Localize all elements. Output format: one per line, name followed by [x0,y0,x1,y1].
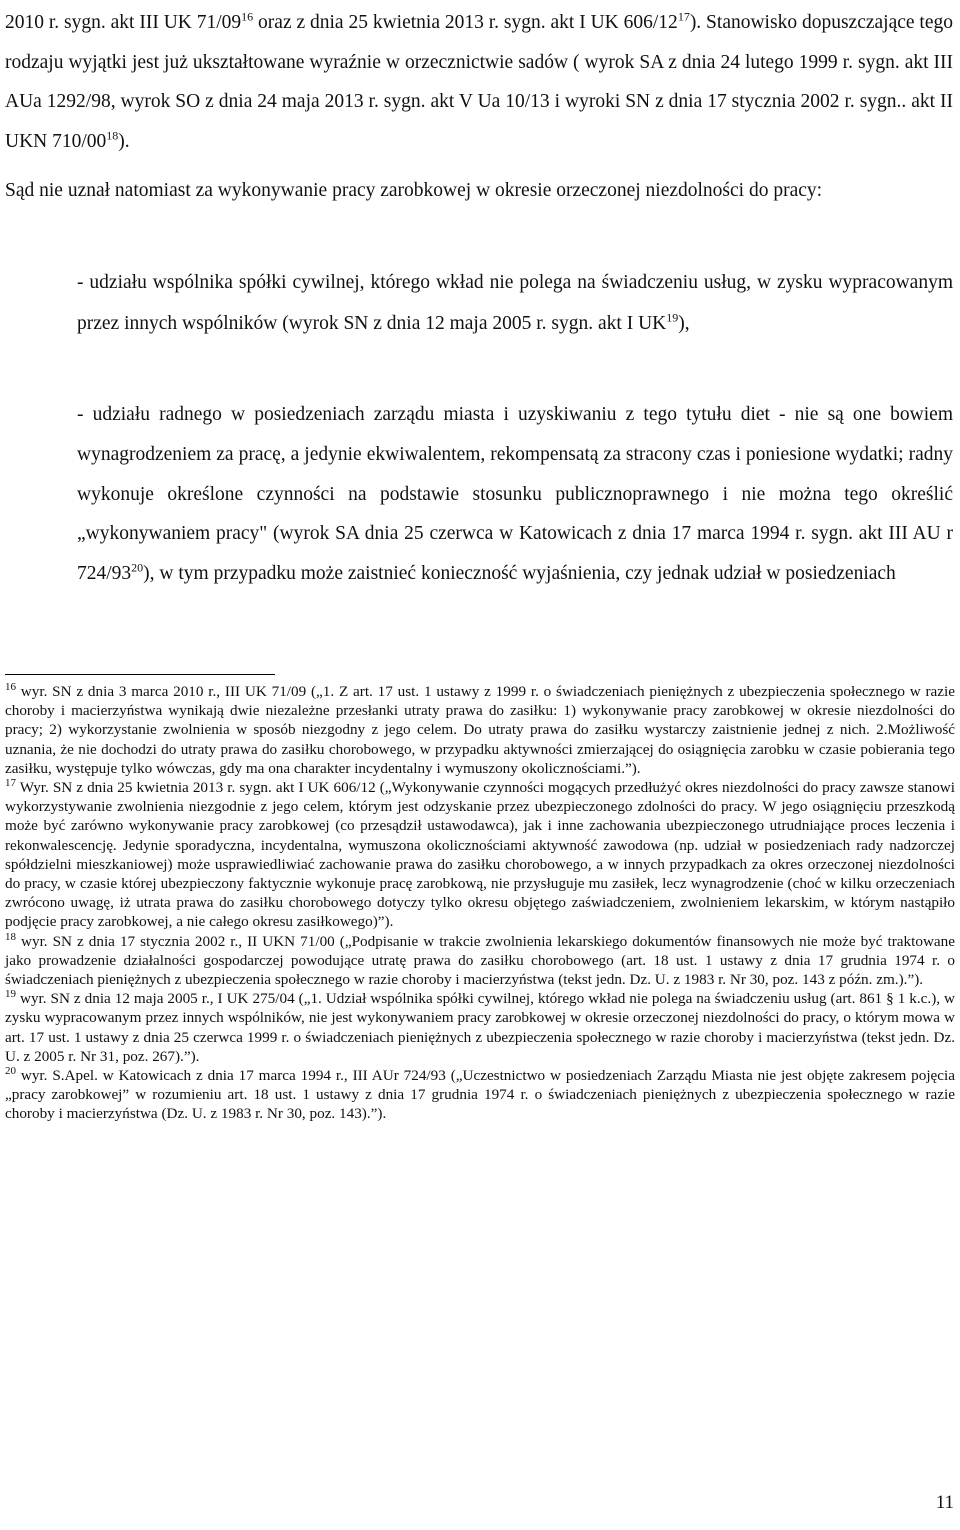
footnote-ref-16[interactable]: 16 [241,9,254,24]
footnote-number: 16 [5,680,16,693]
text-run: ), [678,313,690,334]
footnote-separator [5,674,275,675]
footnote-text: wyr. SN z dnia 12 maja 2005 r., I UK 275/04 („1. Udział wspólnika spółki cywilnej, którego wkład nie polega na świadczeniu usług (art. 861 § 1 k.c.), w zysku wypracowanym przez innych wspólników, nie jest wykonywaniem pracy zarobkowej w okresie orzeczonej niezdolności do pracy, o którym mowa w art. 17 ust. 1 ustawy z dnia 25 czerwca 1999 r. o świadczeniach pieniężnych z ubezpieczenia społecznego w razie choroby i macierzyństwa (tekst jedn. Dz. U. z 2005 r. Nr 31, poz. 267).”). [5,990,955,1065]
text-run: ), w tym przypadku może zaistnieć konieczność wyjaśnienia, czy jednak udział w posiedzeniach [143,563,896,585]
footnote-19 [5,989,955,1066]
footnote-ref-17[interactable]: 17 [677,9,690,24]
footnote-text: wyr. S.Apel. w Katowicach z dnia 17 marca 1994 r., III AUr 724/93 („Uczestnictwo w posiedzeniach Zarządu Miasta nie jest objęte zakresem pojęcia „pracy zarobkowej” w rozumieniu art. 18 ust. 1 ustawy z dnia 17 grudnia 1974 r. o świadczeniach pieniężnych z ubezpieczenia społecznego w razie choroby i macierzyństwa (Dz. U. z 1983 r. Nr 30, poz. 143).”). [5,1067,955,1123]
text-run: ). Stanowisko dopuszczające tego rodzaju wyjątki jest już ukształtowane wyraźnie w orzecznictwie sadów ( wyrok SA z dnia 24 lutego 1999 r. sygn. akt III AUa 1292/98, wyrok SO z dnia 24 maja 2013 r. sygn. akt V Ua 10/13 i wyroki SN z dnia 17 stycznia 2002 r. sygn.. akt II UKN 710/00 [5,12,953,152]
text-run: - udziału wspólnika spółki cywilnej, którego wkład nie polega na świadczeniu usług, w zysku wypracowanym przez innych wspólników (wyrok SN z dnia 12 maja 2005 r. sygn. akt I UK [77,272,953,334]
text-run: 2010 r. sygn. akt III UK 71/09 [5,12,242,33]
footnote-ref-20[interactable]: 20 [131,560,144,575]
footnote-ref-19[interactable]: 19 [666,310,679,325]
footnote-text: wyr. SN z dnia 3 marca 2010 r., III UK 71/09 („1. Z art. 17 ust. 1 ustawy z 1999 r. o świadczeniach pieniężnych z ubezpieczenia społecznego w razie choroby i macierzyństwa wynikają dwie niezależne przesłanki utraty prawa do zasiłku: 1) wykonywanie pracy zarobkowej w okresie niezdolności do pracy; 2) wykorzystanie zwolnienia w sposób niezgodny z jego celem. Do utraty prawa do zasiłku wystarczy zaistnienie jednej z nich. 2.Możliwość uznania, że nie dochodzi do utraty prawa do zasiłku chorobowego, w przypadku aktywności zmierzającej do osiągnięcia zarobku w czasie pobierania tego zasiłku, występuje tylko wówczas, gdy ma ona charakter incydentalny i wymuszony okolicznościami.”). [5,683,955,777]
footnote-ref-18[interactable]: 18 [106,128,119,142]
paragraph-continuation [5,3,953,161]
footnote-text: Wyr. SN z dnia 25 kwietnia 2013 r. sygn. akt I UK 606/12 („Wykonywanie czynności mogących przedłużyć okres niezdolności do pracy zawsze stanowi wykorzystywanie zwolnienia niezgodnie z jego celem, którym jest odzyskanie przez ubezpieczonego zdolności do pracy. W jego osiągnięciu przeszkodą może być zarówno wykonywanie pracy zarobkowej (co przesądził ustawodawca), jak i inne zachowania ubezpieczonego utrudniające proces leczenia i rekonwalescencję. Jedynie sporadyczna, incydentalna, wymuszona okolicznościami aktywność zawodowa (np. udział w posiedzeniach rady nadzorczej spółdzielni mieszkaniowej) może usprawiedliwiać zachowanie prawa do zasiłku chorobowego, a w innych przypadkach za okres orzeczonej niezdolności do pracy, w czasie której ubezpieczony faktycznie wykonuje pracę zarobkową, nie przysługuje mu zasiłek, lecz wynagrodzenie (choć w kilku orzeczeniach zwrócono uwagę, iż utrata prawa do zasiłku chorobowego dotyczy tylko okresu objętego zaświadczeniem, zwolnieniem lekarskim, w którym nastąpiło podjęcie pracy zarobkowej, a nie całego okresu zasiłkowego)”). [5,779,955,931]
footnotes [5,682,955,1124]
footnote-number: 20 [5,1065,16,1077]
footnote-20 [5,1066,955,1124]
footnote-17 [5,778,955,932]
footnote-number: 17 [5,776,16,789]
footnote-number: 18 [5,930,16,943]
list-item-partner [77,262,953,344]
footnote-text: wyr. SN z dnia 17 stycznia 2002 r., II UKN 71/00 („Podpisanie w trakcie zwolnienia lekarskiego dokumentów finansowych nie może być traktowane jako prowadzenie działalności gospodarczej powodujące utratę prawa do zasiłku chorobowego (art. 18 ust. 1 ustawy z dnia 17 grudnia 1974 r. o świadczeniach pieniężnych z ubezpieczenia społecznego w razie choroby i macierzyństwa (tekst jedn. Dz. U. z 1983 r. Nr 30, poz. 143 z późn. zm.).”). [5,932,955,989]
text-run: - udziału radnego w posiedzeniach zarządu miasta i uzyskiwaniu z tego tytułu diet - nie są one bowiem wynagrodzeniem za pracę, a jedynie ekwiwalentem, rekompensatą za stracony czas i poniesione wydatki; radny wykonuje określone czynności na podstawie stosunku publicznoprawnego i nie można tego określić „wykonywaniem pracy" (wyrok SA dnia 25 czerwca w Katowicach z dnia 17 marca 1994 r. sygn. akt III AU r 724/93 [77,404,953,585]
text-run: ). [118,130,130,152]
page-number: 11 [935,1492,954,1513]
footnote-16 [5,682,955,778]
text-run: oraz z dnia 25 kwietnia 2013 r. sygn. akt I UK 606/12 [253,12,678,33]
footnote-number: 19 [5,988,16,1001]
footnote-18 [5,932,955,990]
list-item-councillor [77,395,953,594]
paragraph-intro [5,170,953,211]
paragraph-text: Sąd nie uznał natomiast za wykonywanie pracy zarobkowej w okresie orzeczonej niezdolności do pracy: [5,180,823,201]
